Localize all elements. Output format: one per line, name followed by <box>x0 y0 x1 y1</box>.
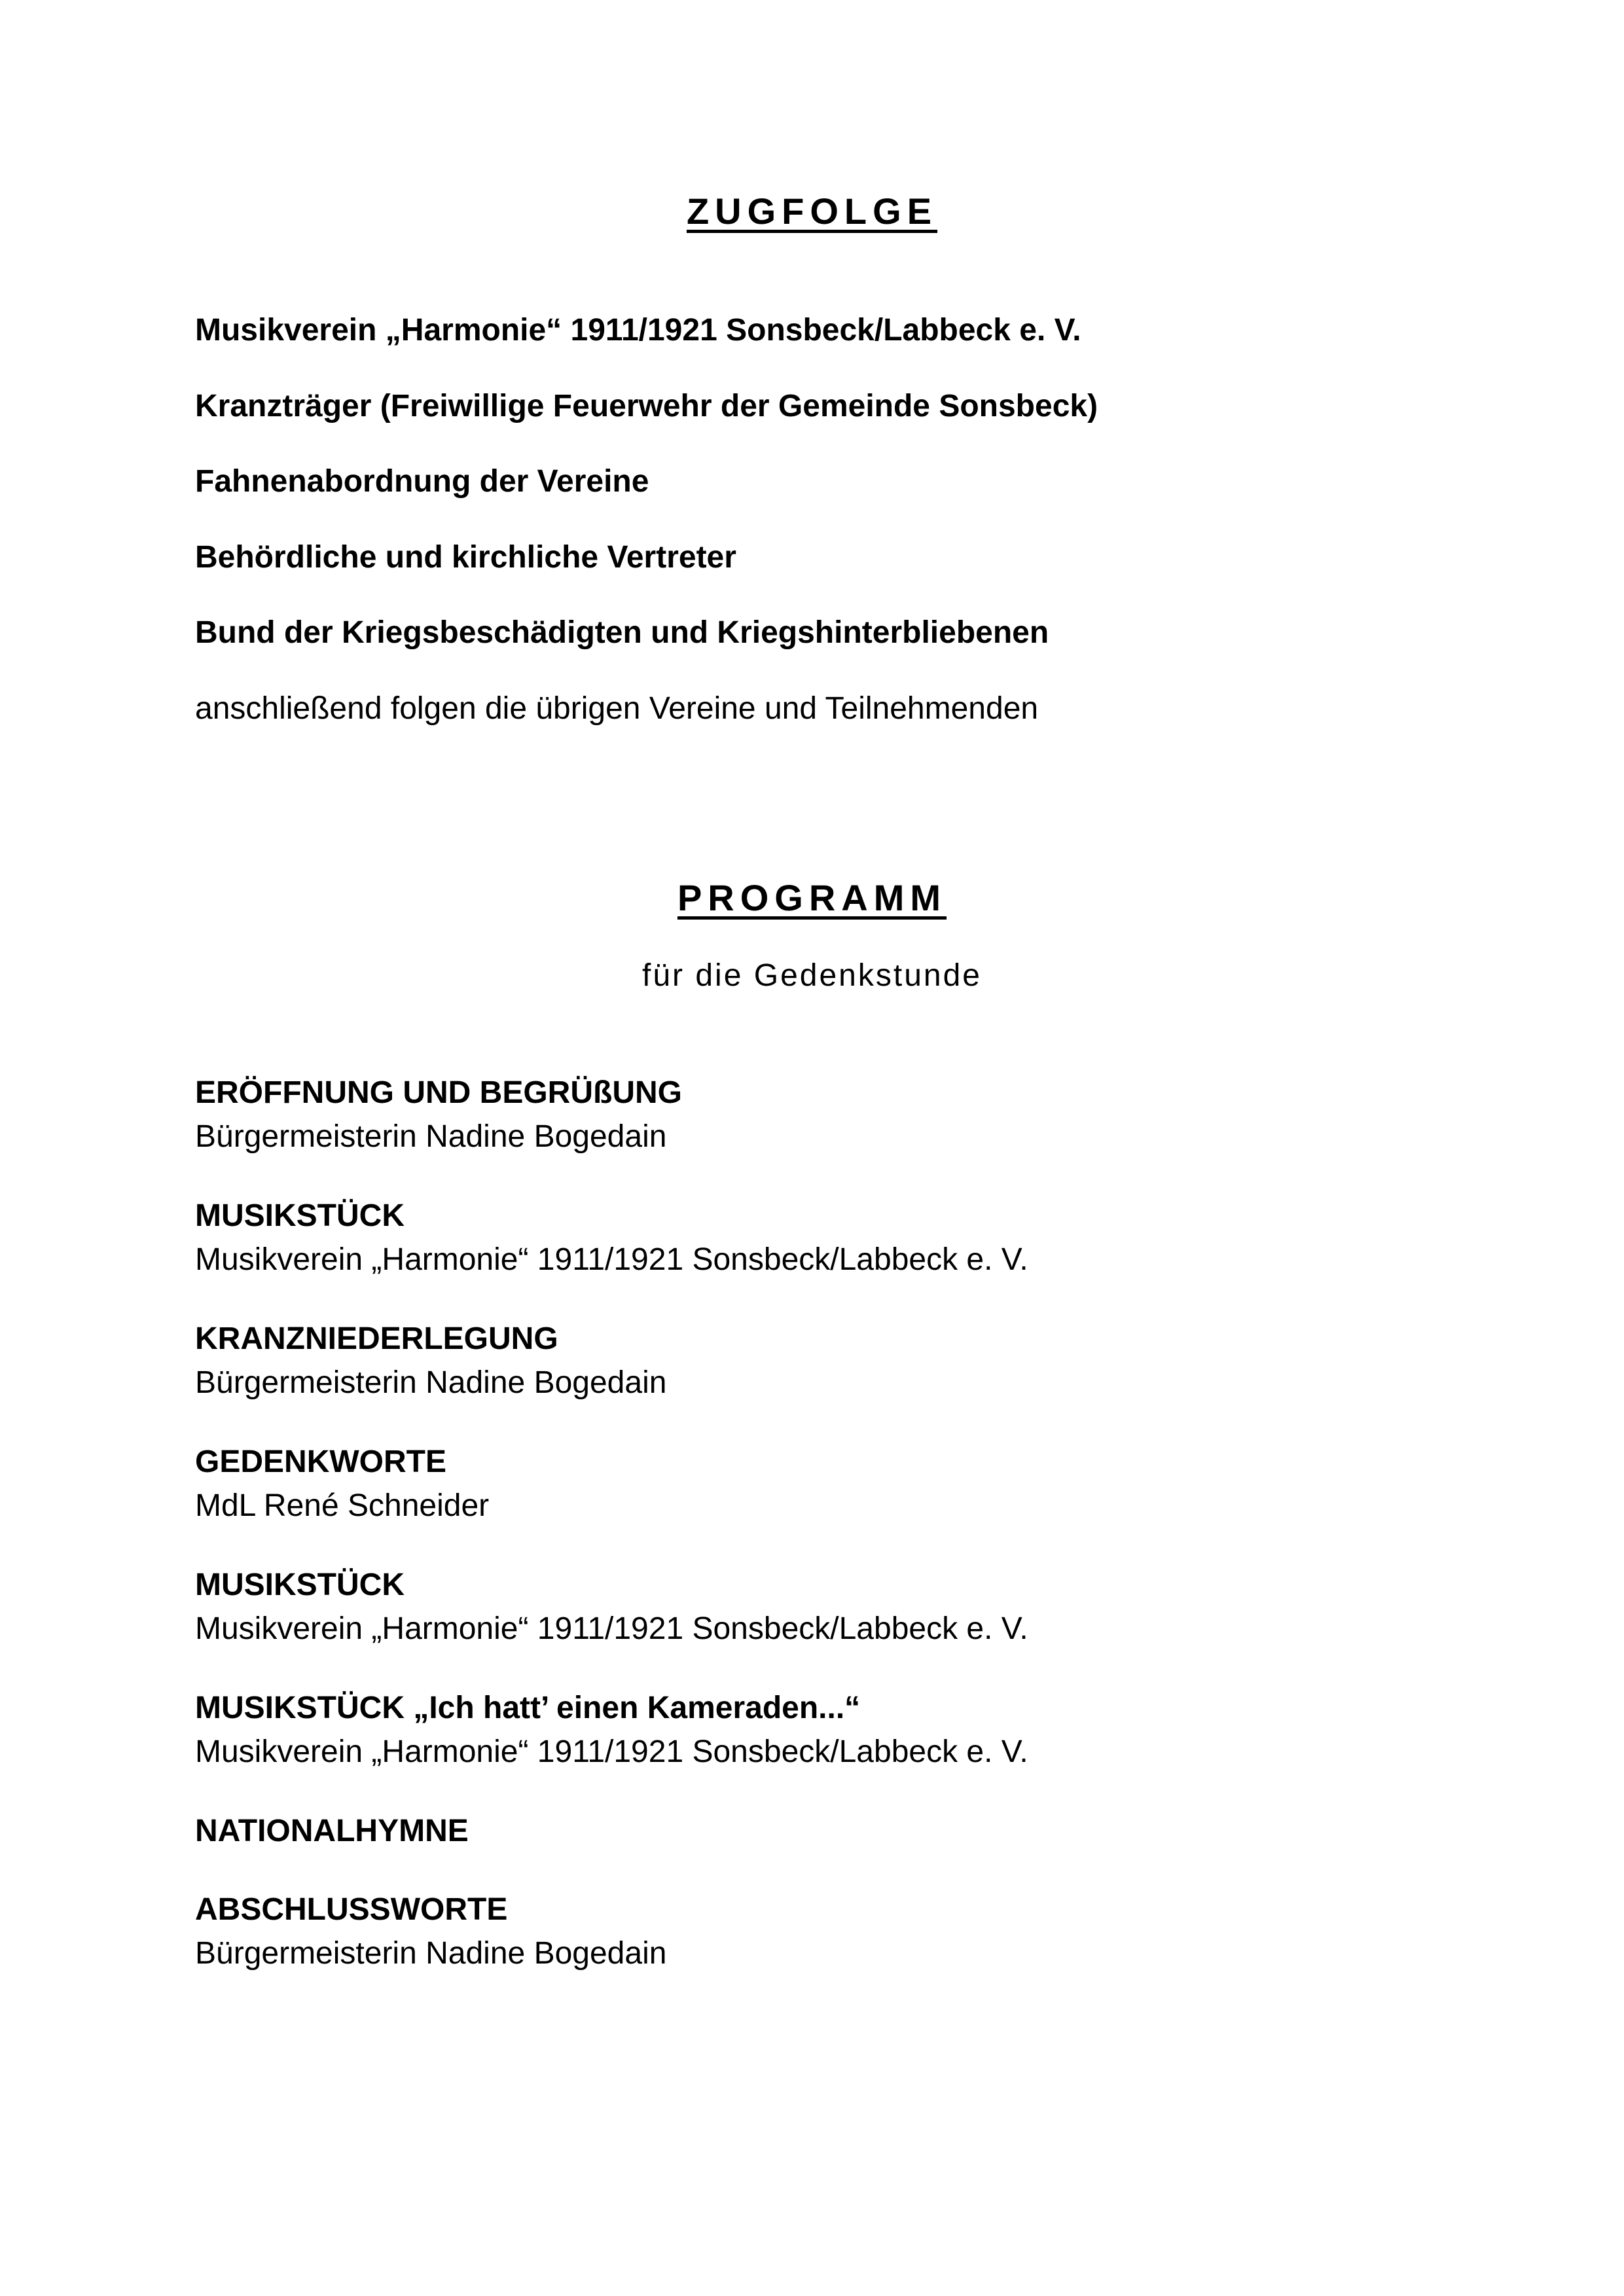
program-item-subtitle: Bürgermeisterin Nadine Bogedain <box>195 1936 667 1971</box>
program-item-title: ERÖFFNUNG UND BEGRÜßUNG <box>195 1075 682 1110</box>
programm-heading: PROGRAMM <box>677 877 947 918</box>
zugfolge-line: Kranzträger (Freiwillige Feuerwehr der Gemeinde Sonsbeck) <box>195 389 1098 423</box>
program-item-title: MUSIKSTÜCK „Ich hatt’ einen Kameraden...“ <box>195 1691 861 1725</box>
program-item-subtitle: Bürgermeisterin Nadine Bogedain <box>195 1119 667 1154</box>
program-item-title: MUSIKSTÜCK <box>195 1198 405 1233</box>
program-item-title: KRANZNIEDERLEGUNG <box>195 1321 558 1356</box>
zugfolge-line: anschließend folgen die übrigen Vereine und Teilnehmenden <box>195 691 1039 726</box>
program-item-subtitle: MdL René Schneider <box>195 1488 490 1523</box>
zugfolge-line: Bund der Kriegsbeschädigten und Kriegshinterbliebenen <box>195 615 1049 650</box>
zugfolge-line: Behördliche und kirchliche Vertreter <box>195 540 736 575</box>
programm-subheading: für die Gedenkstunde <box>642 958 982 993</box>
program-item-title: GEDENKWORTE <box>195 1444 446 1479</box>
program-item-subtitle: Musikverein „Harmonie“ 1911/1921 Sonsbeck/Labbeck e. V. <box>195 1242 1028 1277</box>
zugfolge-line: Musikverein „Harmonie“ 1911/1921 Sonsbeck/Labbeck e. V. <box>195 313 1081 348</box>
program-item-title: ABSCHLUSSWORTE <box>195 1892 508 1927</box>
program-item-title: MUSIKSTÜCK <box>195 1568 405 1602</box>
zugfolge-line: Fahnenabordnung der Vereine <box>195 464 649 499</box>
program-item-subtitle: Bürgermeisterin Nadine Bogedain <box>195 1365 667 1400</box>
program-item-title: NATIONALHYMNE <box>195 1814 469 1848</box>
zugfolge-heading: ZUGFOLGE <box>686 190 938 232</box>
program-item-subtitle: Musikverein „Harmonie“ 1911/1921 Sonsbeck/Labbeck e. V. <box>195 1611 1028 1646</box>
program-item-subtitle: Musikverein „Harmonie“ 1911/1921 Sonsbeck/Labbeck e. V. <box>195 1734 1028 1769</box>
